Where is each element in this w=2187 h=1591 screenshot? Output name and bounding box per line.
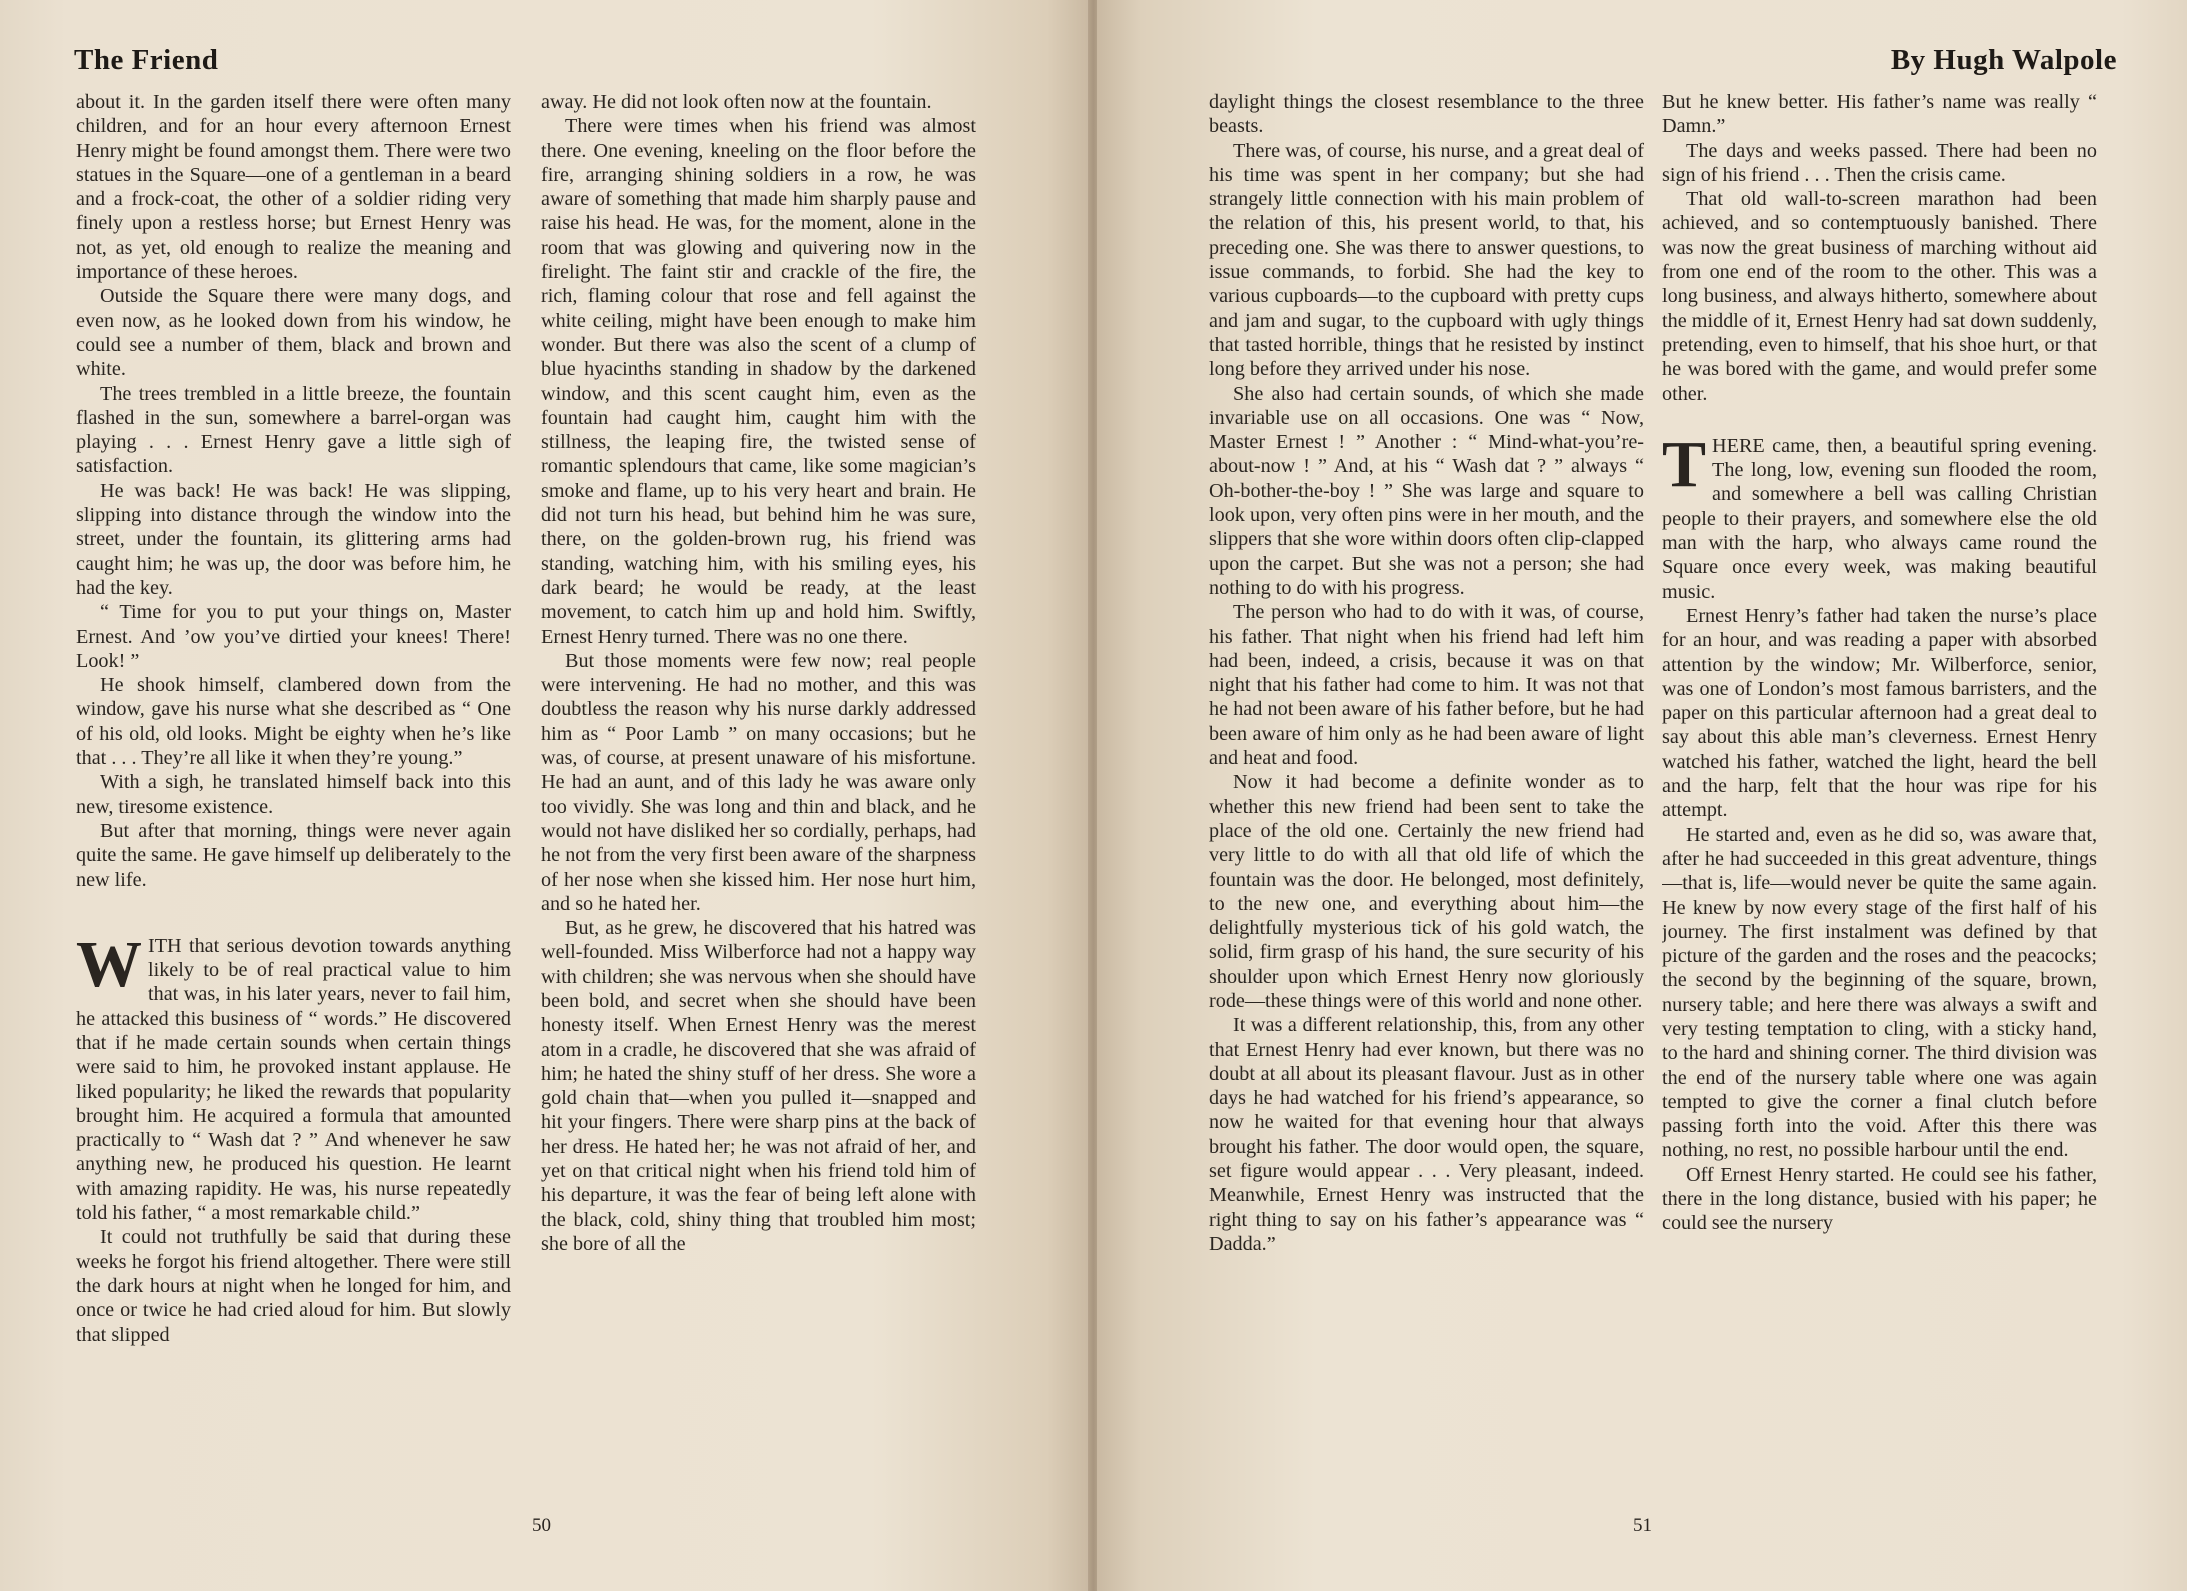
paragraph: away. He did not look often now at the fountain. [541,91,932,113]
paragraph: Outside the Square there were many dogs, and even now, as he looked down from his window, he could see a number of them, black and brown and white. [76,285,511,381]
paragraph: It was a different relationship, this, from any other that Ernest Henry had ever known, but there was no doubt at all about its pleasant flavour. Just as in other days he had watched for his friend’s appearance, so now he waited for that evening hour that always brought his father. The door would open, the square, set figure would appear . . . Very pleasant, indeed. Meanwhile, Ernest Henry was instructed that the right thing to say on his father’s appearance was “ Dadda.” [1209,1014,1644,1255]
paragraph: But he knew better. His father’s name was really “ Damn.” [1662,91,2097,138]
section-ornament [1662,406,2097,434]
paragraph: She also had certain sounds, of which she made invariable use on all occasions. One was “ Now, Master Ernest ! ” Another : “ Mind-what-you’re-about-now ! ” And, at his “ Wash dat ? ” always “ Oh-bother-the-boy ! ” She was large and square to look upon, very often pins were in her mouth, and the slippers that she wore within doors often clip-clapped upon the carpet. But she was not a person; she had nothing to do with his progress. [1209,382,1644,599]
column-2 [541,90,976,1530]
paragraph: There were times when his friend was almost there. One evening, kneeling on the floor before the fire, arranging shining soldiers in a row, he was aware of something that made him sharply pause and raise his head. He was, for the moment, alone in the room that was glowing and quivering now in the firelight. The faint stir and crackle of the fire, the rich, flaming colour that rose and fell against the white ceiling, might have been enough to make him wonder. But there was also the scent of a clump of blue hyacinths standing in shadow by the darkened window, and this scent caught him, even as the fountain had caught him, caught him with the stillness, the leaping fire, the twisted sense of romantic splendours that came, like some magician’s smoke and flame, up to his very heart and brain. He did not turn his head, but behind him he was sure, there, on the golden-brown rug, his friend was standing, watching him, with his smiling eyes, his dark beard; he would be ready, at the least movement, to catch him up and hold him. Swiftly, Ernest Henry turned. There was no one there. [541,115,976,648]
right-page [1097,0,2187,1591]
paragraph: Off Ernest Henry started. He could see his father, there in the long distance, busied with his paper; he could see the nursery [1662,1163,2097,1235]
left-page [0,0,1090,1591]
dropcap-paragraph [76,927,511,1226]
running-head-left: The Friend [74,44,219,76]
paragraph: “ Time for you to put your things on, Master Ernest. And ’ow you’ve dirtied your knees! There! Look! ” [76,601,511,672]
paragraph: That old wall-to-screen marathon had been achieved, and so contemptuously banished. There was now the great business of marching without aid from one end of the room to the other. This was a long business, and always hitherto, somewhere about the middle of it, Ernest Henry had sat down suddenly, pretending, even to himself, that his shoe hurt, or that he was bored with the game, and would prefer some other. [1662,188,2097,405]
paragraph: He shook himself, clambered down from the window, gave his nurse what she described as “ One of his old, old looks. Might be eighty when he’s like that . . . They’re all like it when they’re young.” [76,674,511,770]
paragraph: With a sigh, he translated himself back into this new, tiresome existence. [76,771,511,818]
paragraph: about it. In the garden itself there were often many children, and for an hour every afternoon Ernest Henry might be found amongst them. There were two statues in the Square—one of a gentleman in a beard and a frock-coat, the other of a soldier riding very finely upon a restless horse; but Ernest Henry was not, as yet, old enough to realize the meaning and importance of these heroes. [76,91,511,284]
dropcap-text: ITH that serious devotion towards anything likely to be of real practical value to him that was, in his later years, never to fail him, he attacked this business of “ words.” He discovered that if he made certain sounds when certain things were said to him, he provoked instant applause. He liked popularity; he liked the rewards that popularity brought him. He acquired a formula that amounted practically to “ Wash dat ? ” And whenever he saw anything new, he produced his question. He learnt with amazing rapidity. He was, his nurse repeatedly told his father, “ a most remarkable child.” [76,934,511,1225]
paragraph: The person who had to do with it was, of course, his father. That night when his friend had left him had been, indeed, a crisis, because it was on that night that his father had come to him. It was not that he had not been aware of his father before, but he had been aware of him only as he had been aware of light and heat and food. [1209,601,1644,770]
page-number-right: 51 [1633,1515,1652,1536]
column-4 [1662,90,2097,1530]
drop-cap: W [76,927,142,1001]
page-number-left: 50 [532,1515,551,1536]
paragraph: Now it had become a definite wonder as to whether this new friend had been sent to take the place of the old one. Certainly the new friend had very little to do with all that old life of which the fountain was the door. He belonged, most definitely, to the new one, and everything about him—the delightfully mysterious tick of his gold watch, the solid, firm grasp of his hand, the sure security of his shoulder upon which Ernest Henry now gloriously rode—these things were of this world and none other. [1209,771,1644,1012]
paragraph: The trees trembled in a little breeze, the fountain flashed in the sun, somewhere a barrel-organ was playing . . . Ernest Henry gave a little sigh of satisfaction. [76,382,511,478]
drop-cap: T [1662,427,1707,501]
paragraph: But after that morning, things were never again quite the same. He gave himself up deliberately to the new life. [76,819,511,891]
paragraph: He started and, even as he did so, was aware that, after he had succeeded in this great adventure, things—that is, life—would never be quite the same again. He knew by now every stage of the first half of his journey. The first instalment was defined by that picture of the garden and the roses and the peacocks; the second by the beginning of the square, brown, nursery table; and here there was always a swift and very testing temptation to cling, with a sticky hand, to the hard and shining corner. The third division was the end of the nursery table where one was again tempted to give the corner a final clutch before passing forth into the void. After this there was nothing, no rest, no possible harbour until the end. [1662,823,2097,1162]
paragraph: Ernest Henry’s father had taken the nurse’s place for an hour, and was reading a paper with absorbed attention by the window; Mr. Wilberforce, senior, was one of London’s most famous barristers, and the paper on this particular afternoon had a great deal to say about this able man’s cleverness. Ernest Henry watched his father, watched the light, heard the bell and the harp, felt that the hour was ripe for his attempt. [1662,604,2097,822]
dropcap-paragraph [1662,427,2097,604]
paragraph: daylight things the closest resemblance to the three beasts. [1209,91,1644,138]
paragraph: He was back! He was back! He was slipping, slipping into distance through the window into the street, under the fountain, its glittering arms had caught him; he was up, the door was before him, he had the key. [76,479,511,599]
paragraph: But those moments were few now; real people were intervening. He had no mother, and this was doubtless the reason why his nurse darkly addressed him as “ Poor Lamb ” on many occasions; but he was, of course, at present unaware of his misfortune. He had an aunt, and of this lady he was aware only too vividly. She was long and thin and black, and he would not have disliked her so cordially, perhaps, had he not from the very first been aware of the sharpness of her nose when she kissed him. Her nose hurt him, and so he hated her. [541,649,976,915]
paragraph: There was, of course, his nurse, and a great deal of his time was spent in her company; but she had strangely little connection with his main problem of the relation of this, his present world, to that, his preceding one. She was there to answer questions, to issue commands, to forbid. She had the key to various cupboards—to the cupboard with pretty cups and jam and sugar, to the cupboard with ugly things that tasted horrible, things that he resisted by instinct long before they arrived under his nose. [1209,139,1644,381]
column-1 [76,90,511,1530]
paragraph: It could not truthfully be said that during these weeks he forgot his friend altogether. There were still the dark hours at night when he longed for him, and once or twice he had cried aloud for him. But slowly that slipped [76,1226,511,1346]
paragraph: But, as he grew, he discovered that his hatred was well-founded. Miss Wilberforce had not a happy way with children; she was nervous when she should have been bold, and secret when she should have been honesty itself. When Ernest Henry was the merest atom in a cradle, he discovered that she was afraid of him; he hated the shiny stuff of her dress. She wore a gold chain that—when you pulled it—snapped and hit your fingers. There were sharp pins at the back of her dress. He hated her; he was not afraid of her, and yet on that critical night when his friend told him of his departure, it was the fear of being left alone with the black, cold, shiny thing that troubled him most; she bore of all the [541,917,976,1255]
column-3 [1209,90,1644,1530]
running-head-right: By Hugh Walpole [1890,44,2117,76]
dropcap-text: HERE came, then, a beautiful spring evening. The long, low, evening sun flooded the room, and somewhere a bell was calling Christian people to their prayers, and somewhere else the old man with the harp, who always came round the Square once every week, was making beautiful music. [1662,434,2097,603]
paragraph: The days and weeks passed. There had been no sign of his friend . . . Then the crisis came. [1662,139,2097,186]
